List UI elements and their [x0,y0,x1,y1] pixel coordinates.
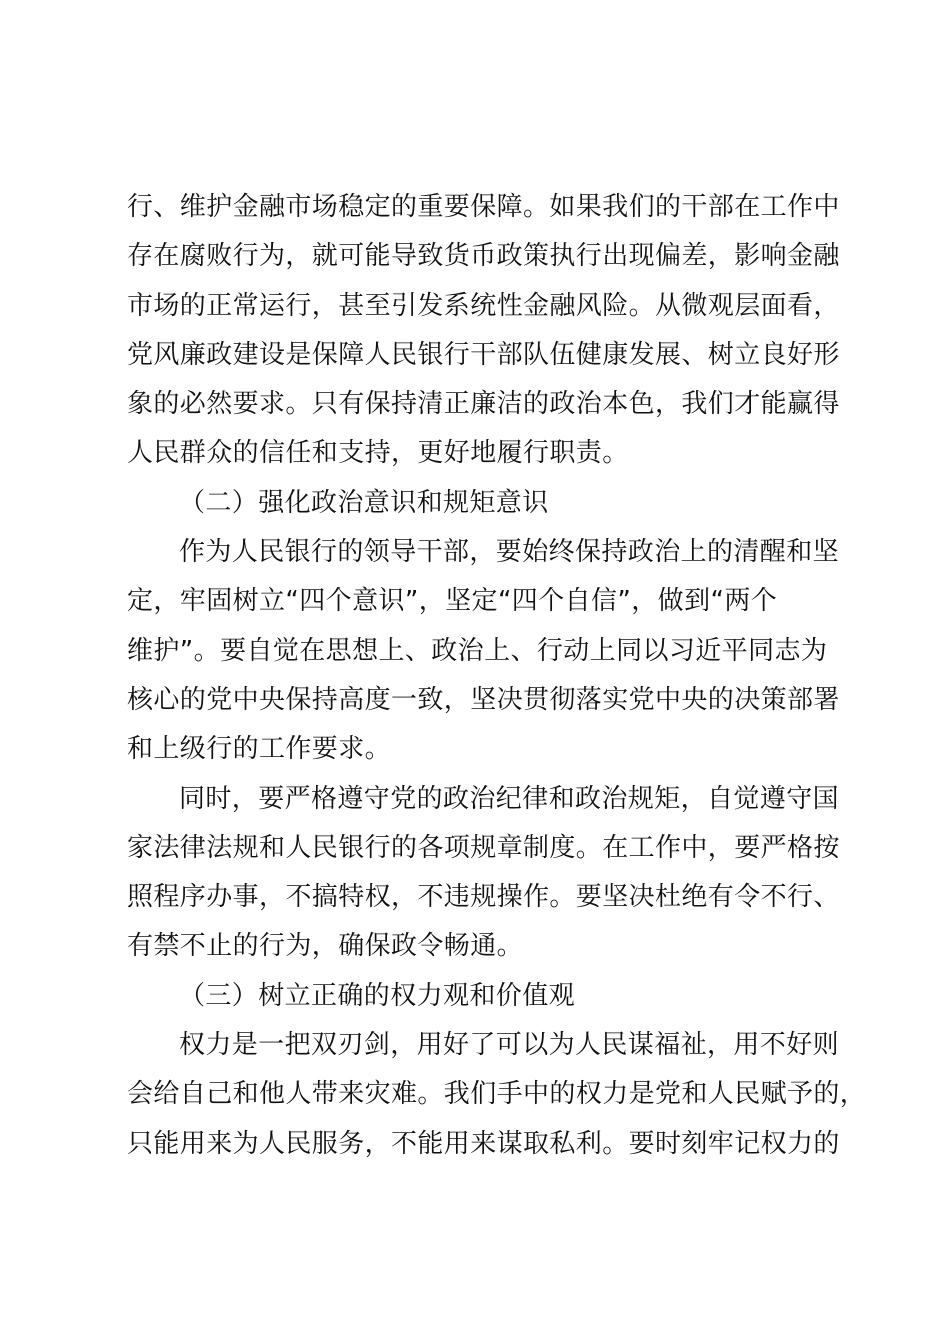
paragraph-line: 会给自己和他人带来灾难。我们手中的权力是党和人民赋予的， [127,1079,867,1110]
paragraph-line: 核心的党中央保持高度一致，坚决贯彻落实党中央的决策部署 [127,684,840,715]
paragraph-line: 作为人民银行的领导干部，要始终保持政治上的清醒和坚 [179,537,840,568]
document-body [127,183,867,1169]
paragraph-line: 市场的正常运行，甚至引发系统性金融风险。从微观层面看， [127,290,840,321]
paragraph-line: 只能用来为人民服务，不能用来谋取私利。要时刻牢记权力的 [127,1128,840,1159]
paragraph-line: 照程序办事，不搞特权，不违规操作。要坚决杜绝有令不行、 [127,882,840,913]
paragraph-line: 定，牢固树立“四个意识”，坚定“四个自信”，做到“两个 [127,586,778,617]
paragraph-line: 有禁不止的行为，确保政令畅通。 [127,931,524,962]
paragraph-line: 和上级行的工作要求。 [127,734,392,765]
paragraph-line: 家法律法规和人民银行的各项规章制度。在工作中，要严格按 [127,832,840,863]
paragraph-line: 行、维护金融市场稳定的重要保障。如果我们的干部在工作中 [127,192,840,222]
paragraph-line: 同时，要严格遵守党的政治纪律和政治规矩，自觉遵守国 [179,783,840,814]
paragraph-line: 象的必然要求。只有保持清正廉洁的政治本色，我们才能赢得 [127,389,840,420]
paragraph-line: 存在腐败行为，就可能导致货币政策执行出现偏差，影响金融 [127,241,840,272]
paragraph-line: 人民群众的信任和支持，更好地履行职责。 [127,438,629,469]
section-heading: （三）树立正确的权力观和价值观 [179,980,576,1011]
section-heading: （二）强化政治意识和规矩意识 [179,487,549,518]
paragraph-line: 党风廉政建设是保障人民银行干部队伍健康发展、树立良好形 [127,339,840,370]
paragraph-line: 权力是一把双刃剑，用好了可以为人民谋福祉，用不好则 [179,1030,840,1061]
paragraph-line: 维护”。要自觉在思想上、政治上、行动上同以习近平同志为 [127,635,828,666]
